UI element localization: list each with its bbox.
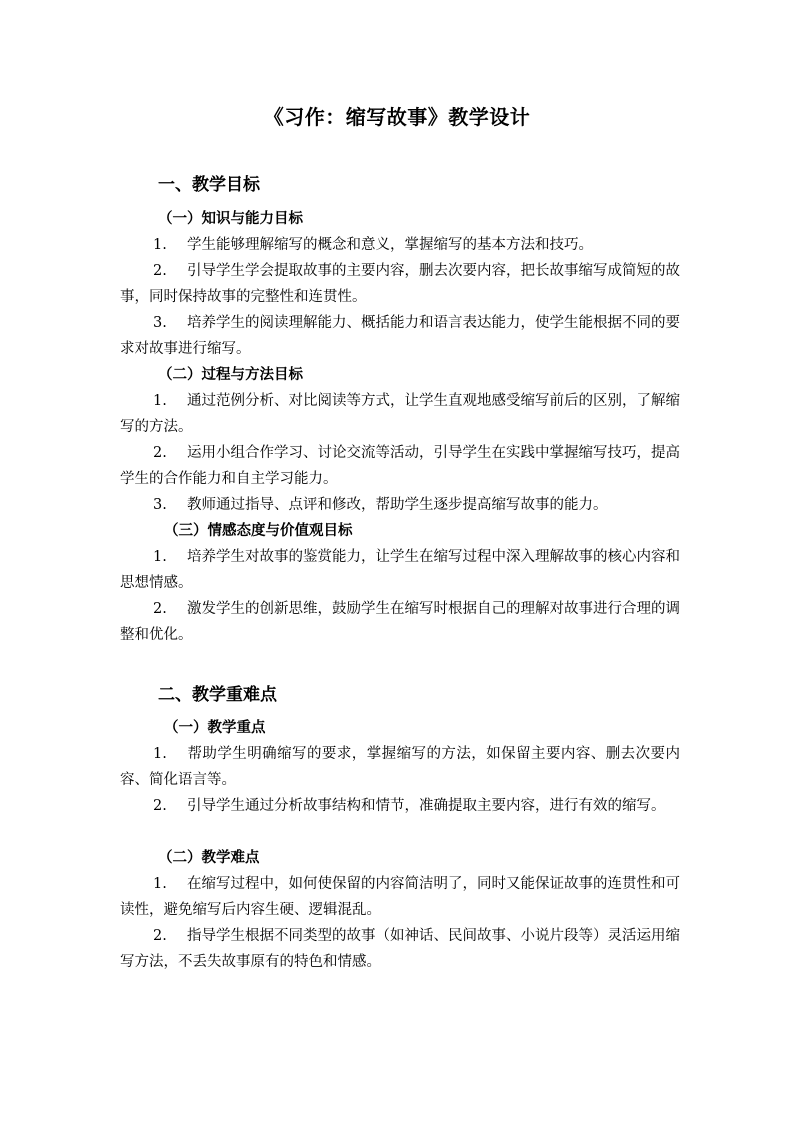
item-number: 3. — [153, 497, 167, 513]
item-text: 培养学生的阅读理解能力、概括能力和语言表达能力，使学生能根据不同的要求对故事进行缩写。 — [120, 315, 680, 357]
subheading-process-method: （二）过程与方法目标 — [158, 366, 303, 383]
subheading-teaching-focus: （一）教学重点 — [164, 719, 266, 736]
paragraph — [120, 741, 680, 793]
paragraph — [120, 388, 680, 440]
paragraph — [120, 310, 680, 362]
item-text: 激发学生的创新思维，鼓励学生在缩写时根据自己的理解对故事进行合理的调整和优化。 — [120, 601, 680, 643]
item-number: 1. — [153, 549, 167, 565]
item-number: 1. — [153, 393, 167, 409]
document-title: 《习作：缩写故事》教学设计 — [263, 105, 531, 129]
item-number: 2. — [153, 798, 167, 814]
subheading-teaching-difficulty: （二）教学难点 — [158, 849, 260, 866]
paragraph — [120, 871, 680, 923]
paragraph — [120, 492, 680, 518]
paragraph — [120, 232, 680, 258]
paragraph — [120, 923, 680, 975]
item-number: 1. — [153, 237, 167, 253]
item-number: 1. — [153, 876, 167, 892]
paragraph — [120, 544, 680, 596]
item-number: 3. — [153, 315, 167, 331]
item-number: 2. — [153, 263, 167, 279]
item-text: 培养学生对故事的鉴赏能力，让学生在缩写过程中深入理解故事的核心内容和思想情感。 — [120, 549, 680, 591]
item-text: 运用小组合作学习、讨论交流等活动，引导学生在实践中掌握缩写技巧，提高学生的合作能力和自主学习能力。 — [120, 445, 680, 487]
item-text: 引导学生学会提取故事的主要内容，删去次要内容，把长故事缩写成简短的故事，同时保持故事的完整性和连贯性。 — [120, 263, 680, 305]
paragraph — [120, 440, 680, 492]
section-heading-key-difficult-points: 二、教学重难点 — [158, 685, 277, 705]
item-text: 通过范例分析、对比阅读等方式，让学生直观地感受缩写前后的区别，了解缩写的方法。 — [120, 393, 680, 435]
item-text: 教师通过指导、点评和修改，帮助学生逐步提高缩写故事的能力。 — [187, 497, 608, 513]
subheading-knowledge-ability: （一）知识与能力目标 — [158, 210, 303, 227]
paragraph — [120, 793, 680, 819]
item-text: 在缩写过程中，如何使保留的内容简洁明了，同时又能保证故事的连贯性和可读性，避免缩写后内容生硬、逻辑混乱。 — [120, 876, 680, 918]
item-number: 2. — [153, 601, 167, 617]
item-text: 引导学生通过分析故事结构和情节，准确提取主要内容，进行有效的缩写。 — [187, 798, 666, 814]
item-text: 帮助学生明确缩写的要求，掌握缩写的方法，如保留主要内容、删去次要内容、简化语言等。 — [120, 746, 680, 788]
item-text: 指导学生根据不同类型的故事（如神话、民间故事、小说片段等）灵活运用缩写方法，不丢失故事原有的特色和情感。 — [120, 928, 680, 970]
item-text: 学生能够理解缩写的概念和意义，掌握缩写的基本方法和技巧。 — [187, 237, 593, 253]
paragraph — [120, 596, 680, 648]
item-number: 1. — [153, 746, 167, 762]
paragraph — [120, 258, 680, 310]
section-heading-teaching-objectives: 一、教学目标 — [158, 175, 260, 195]
item-number: 2. — [153, 928, 167, 944]
item-number: 2. — [153, 445, 167, 461]
subheading-emotion-values: （三）情感态度与价值观目标 — [164, 522, 353, 539]
